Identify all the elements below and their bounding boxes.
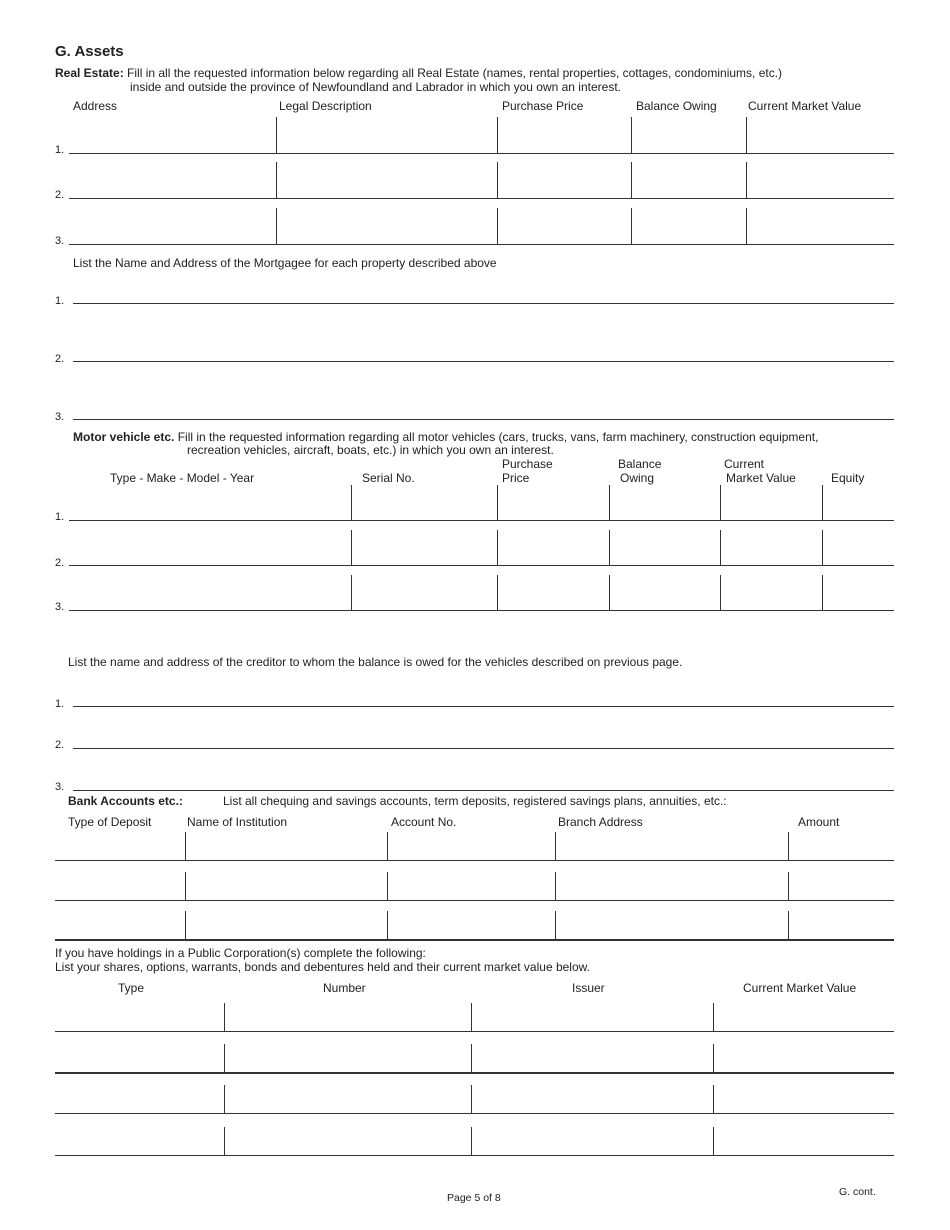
creditor-line[interactable] [73,748,894,749]
cell-divider [497,575,498,610]
cell-divider [351,485,352,520]
mortgagee-line[interactable] [73,303,894,304]
cell-divider [746,162,747,198]
cell-divider [720,530,721,565]
bank-accounts-label: Bank Accounts etc.: [68,794,183,808]
cell-divider [631,162,632,198]
real-estate-label: Real Estate: [55,66,124,80]
cell-divider [497,208,498,244]
cell-divider [471,1003,472,1031]
mortgagee-row-number: 2. [55,353,65,365]
col-issuer: Issuer [572,981,605,995]
motor-vehicle-instruction [73,430,818,444]
cell-divider [224,1127,225,1155]
cell-divider [471,1085,472,1113]
col-purchase-price: Purchase Price [502,99,584,113]
cell-divider [351,575,352,610]
cell-divider [713,1003,714,1031]
public-corp-instruction-line1: If you have holdings in a Public Corporation(s) complete the following: [55,946,426,960]
creditor-line[interactable] [73,706,894,707]
motor-vehicle-instruction-line1: Fill in the requested information regarding all motor vehicles (cars, trucks, vans, farm machinery, construction equipment, [177,430,819,444]
real-estate-row-line[interactable] [69,244,894,245]
cell-divider [276,117,277,153]
cell-divider [471,1044,472,1072]
cell-divider [497,485,498,520]
holding-row-line[interactable] [55,1155,894,1156]
cell-divider [224,1085,225,1113]
cell-divider [387,911,388,939]
bank-accounts-instruction: List all chequing and savings accounts, term deposits, registered savings plans, annuities, etc.: [223,794,727,808]
public-corp-instruction-line2: List your shares, options, warrants, bonds and debentures held and their current market value below. [55,960,590,974]
cell-divider [713,1085,714,1113]
cell-divider [631,117,632,153]
cell-divider [631,208,632,244]
cell-divider [555,832,556,860]
vehicle-row-number: 2. [55,557,65,569]
cell-divider [713,1127,714,1155]
mortgagee-instruction: List the Name and Address of the Mortgagee for each property described above [73,256,497,270]
holding-row-line[interactable] [55,1113,894,1114]
col-name-of-institution: Name of Institution [187,815,288,829]
cell-divider [788,911,789,939]
cell-divider [224,1044,225,1072]
col-type-make-model-year: Type - Make - Model - Year [110,471,255,485]
col-type: Type [118,981,145,995]
vehicle-row-number: 3. [55,601,65,613]
col-balance-line1: Balance [618,457,662,471]
cell-divider [746,117,747,153]
real-estate-row-number: 3. [55,235,65,247]
bank-row-line[interactable] [55,860,894,861]
holding-row-line[interactable] [55,1072,894,1074]
creditor-row-number: 1. [55,698,65,710]
cell-divider [276,162,277,198]
col-account-no: Account No. [391,815,457,829]
col-branch-address: Branch Address [558,815,643,829]
cell-divider [497,162,498,198]
bank-row-line[interactable] [55,900,894,901]
creditor-line[interactable] [73,790,894,791]
cell-divider [497,117,498,153]
cell-divider [224,1003,225,1031]
cell-divider [351,530,352,565]
cell-divider [185,872,186,900]
cell-divider [788,832,789,860]
col-serial-no: Serial No. [362,471,415,485]
real-estate-row-line[interactable] [69,153,894,154]
real-estate-row-number: 2. [55,189,65,201]
mortgagee-row-number: 1. [55,295,65,307]
cell-divider [555,872,556,900]
mortgagee-line[interactable] [73,361,894,362]
col-number: Number [323,981,366,995]
creditor-row-number: 3. [55,781,65,793]
cell-divider [471,1127,472,1155]
cell-divider [720,485,721,520]
creditor-instruction: List the name and address of the creditor to whom the balance is owed for the vehicles described on previous page. [68,655,683,669]
col-equity: Equity [831,471,865,485]
col-address: Address [73,99,118,113]
cell-divider [746,208,747,244]
cell-divider [185,832,186,860]
mortgagee-line[interactable] [73,419,894,420]
real-estate-row-number: 1. [55,144,65,156]
real-estate-instruction-line1: Fill in all the requested information below regarding all Real Estate (names, rental properties, cottages, condominiums, etc.) [127,66,783,80]
vehicle-row-number: 1. [55,511,65,523]
col-holding-market-value: Current Market Value [743,981,857,995]
cell-divider [555,911,556,939]
section-title: G. Assets [55,43,124,60]
col-balance-line2: Owing [620,471,655,485]
col-purchase-line1: Purchase [502,457,553,471]
cell-divider [822,575,823,610]
cell-divider [387,832,388,860]
continued-note: G. cont. [839,1186,876,1198]
bank-row-line[interactable] [55,939,894,941]
col-amount: Amount [798,815,840,829]
creditor-row-number: 2. [55,739,65,751]
motor-vehicle-label: Motor vehicle etc. [73,430,175,444]
cell-divider [713,1044,714,1072]
page-number: Page 5 of 8 [447,1192,501,1204]
col-type-of-deposit: Type of Deposit [68,815,152,829]
real-estate-instruction [55,66,782,80]
cell-divider [788,872,789,900]
cell-divider [609,575,610,610]
col-current-line2: Market Value [726,471,796,485]
holding-row-line[interactable] [55,1031,894,1032]
col-purchase-line2: Price [502,471,530,485]
vehicle-row-line[interactable] [69,520,894,521]
cell-divider [822,530,823,565]
vehicle-row-line[interactable] [69,565,894,566]
mortgagee-row-number: 3. [55,411,65,423]
cell-divider [387,872,388,900]
real-estate-instruction-line2: inside and outside the province of Newfoundland and Labrador in which you own an interest. [130,80,621,94]
motor-vehicle-instruction-line2: recreation vehicles, aircraft, boats, etc.) in which you own an interest. [187,443,554,457]
col-balance-owing: Balance Owing [636,99,717,113]
vehicle-row-line[interactable] [69,610,894,611]
cell-divider [609,530,610,565]
cell-divider [276,208,277,244]
cell-divider [609,485,610,520]
cell-divider [720,575,721,610]
col-legal-description: Legal Description [279,99,372,113]
col-current-line1: Current [724,457,765,471]
real-estate-row-line[interactable] [69,198,894,199]
col-current-market-value: Current Market Value [748,99,862,113]
cell-divider [822,485,823,520]
cell-divider [185,911,186,939]
cell-divider [497,530,498,565]
